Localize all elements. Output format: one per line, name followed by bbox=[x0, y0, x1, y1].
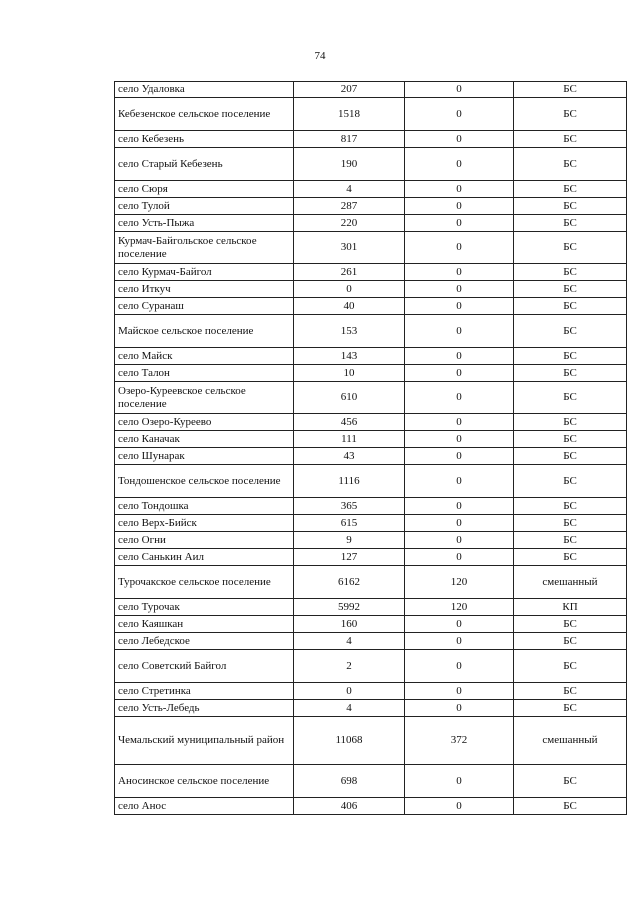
value-cell-2: 0 bbox=[405, 365, 514, 382]
table-row bbox=[115, 131, 627, 148]
value-cell-1: 4 bbox=[294, 633, 405, 650]
value-cell-2: 0 bbox=[405, 798, 514, 815]
settlement-name-cell: село Майск bbox=[115, 348, 294, 365]
value-cell-2: 0 bbox=[405, 431, 514, 448]
settlement-name-cell: село Турочак bbox=[115, 599, 294, 616]
settlement-name-cell: село Суранаш bbox=[115, 298, 294, 315]
value-cell-2: 0 bbox=[405, 98, 514, 131]
type-cell: БС bbox=[514, 650, 627, 683]
settlement-name-cell: село Сюря bbox=[115, 181, 294, 198]
value-cell-1: 9 bbox=[294, 532, 405, 549]
value-cell-1: 11068 bbox=[294, 717, 405, 765]
table-row bbox=[115, 798, 627, 815]
table-row bbox=[115, 281, 627, 298]
type-cell: БС bbox=[514, 515, 627, 532]
settlement-name-cell: село Тулой bbox=[115, 198, 294, 215]
type-cell: БС bbox=[514, 633, 627, 650]
type-cell: БС bbox=[514, 315, 627, 348]
value-cell-2: 0 bbox=[405, 198, 514, 215]
type-cell: БС bbox=[514, 549, 627, 566]
value-cell-2: 0 bbox=[405, 414, 514, 431]
value-cell-2: 0 bbox=[405, 549, 514, 566]
settlement-name-cell: село Шунарак bbox=[115, 448, 294, 465]
value-cell-1: 40 bbox=[294, 298, 405, 315]
type-cell: БС bbox=[514, 616, 627, 633]
type-cell: БС bbox=[514, 765, 627, 798]
table-row bbox=[115, 650, 627, 683]
value-cell-2: 0 bbox=[405, 148, 514, 181]
settlement-name-cell: село Советский Байгол bbox=[115, 650, 294, 683]
value-cell-1: 4 bbox=[294, 181, 405, 198]
type-cell: БС bbox=[514, 448, 627, 465]
value-cell-1: 610 bbox=[294, 382, 405, 414]
type-cell: БС bbox=[514, 98, 627, 131]
settlement-name-cell: село Усть-Лебедь bbox=[115, 700, 294, 717]
table-row bbox=[115, 348, 627, 365]
table-row bbox=[115, 98, 627, 131]
table-row bbox=[115, 148, 627, 181]
table-row bbox=[115, 382, 627, 414]
settlement-name-cell: село Лебедское bbox=[115, 633, 294, 650]
value-cell-1: 143 bbox=[294, 348, 405, 365]
table-row bbox=[115, 765, 627, 798]
settlement-name-cell: село Курмач-Байгол bbox=[115, 264, 294, 281]
value-cell-1: 6162 bbox=[294, 566, 405, 599]
value-cell-1: 301 bbox=[294, 232, 405, 264]
table-row bbox=[115, 532, 627, 549]
value-cell-2: 0 bbox=[405, 298, 514, 315]
settlement-name-cell: Аносинское сельское поселение bbox=[115, 765, 294, 798]
table-row bbox=[115, 215, 627, 232]
type-cell: БС bbox=[514, 82, 627, 98]
table-row bbox=[115, 414, 627, 431]
table-row bbox=[115, 616, 627, 633]
table-row bbox=[115, 298, 627, 315]
value-cell-1: 261 bbox=[294, 264, 405, 281]
type-cell: БС bbox=[514, 215, 627, 232]
type-cell: смешанный bbox=[514, 717, 627, 765]
value-cell-1: 111 bbox=[294, 431, 405, 448]
table-row bbox=[115, 232, 627, 264]
value-cell-2: 0 bbox=[405, 616, 514, 633]
type-cell: БС bbox=[514, 148, 627, 181]
value-cell-2: 0 bbox=[405, 498, 514, 515]
table-row bbox=[115, 465, 627, 498]
settlement-name-cell: село Анос bbox=[115, 798, 294, 815]
value-cell-2: 0 bbox=[405, 382, 514, 414]
value-cell-1: 190 bbox=[294, 148, 405, 181]
value-cell-2: 0 bbox=[405, 281, 514, 298]
settlement-name-cell: Курмач-Байгольское сельское поселение bbox=[115, 232, 294, 264]
value-cell-2: 0 bbox=[405, 215, 514, 232]
value-cell-1: 153 bbox=[294, 315, 405, 348]
type-cell: БС bbox=[514, 498, 627, 515]
value-cell-1: 5992 bbox=[294, 599, 405, 616]
type-cell: БС bbox=[514, 532, 627, 549]
settlement-name-cell: село Озеро-Куреево bbox=[115, 414, 294, 431]
value-cell-1: 4 bbox=[294, 700, 405, 717]
value-cell-1: 160 bbox=[294, 616, 405, 633]
value-cell-1: 615 bbox=[294, 515, 405, 532]
value-cell-2: 0 bbox=[405, 315, 514, 348]
value-cell-2: 0 bbox=[405, 348, 514, 365]
value-cell-1: 2 bbox=[294, 650, 405, 683]
value-cell-1: 1518 bbox=[294, 98, 405, 131]
value-cell-1: 406 bbox=[294, 798, 405, 815]
value-cell-1: 220 bbox=[294, 215, 405, 232]
table-row bbox=[115, 82, 627, 98]
settlement-name-cell: село Каяшкан bbox=[115, 616, 294, 633]
table-row bbox=[115, 498, 627, 515]
value-cell-2: 0 bbox=[405, 232, 514, 264]
value-cell-2: 120 bbox=[405, 599, 514, 616]
settlement-name-cell: село Старый Кебезень bbox=[115, 148, 294, 181]
type-cell: КП bbox=[514, 599, 627, 616]
table-row bbox=[115, 700, 627, 717]
value-cell-1: 0 bbox=[294, 281, 405, 298]
table-row bbox=[115, 599, 627, 616]
type-cell: БС bbox=[514, 414, 627, 431]
value-cell-2: 372 bbox=[405, 717, 514, 765]
settlement-name-cell: село Иткуч bbox=[115, 281, 294, 298]
value-cell-1: 0 bbox=[294, 683, 405, 700]
value-cell-2: 0 bbox=[405, 465, 514, 498]
value-cell-1: 287 bbox=[294, 198, 405, 215]
value-cell-2: 0 bbox=[405, 448, 514, 465]
value-cell-2: 0 bbox=[405, 131, 514, 148]
table-row bbox=[115, 315, 627, 348]
value-cell-1: 43 bbox=[294, 448, 405, 465]
type-cell: БС bbox=[514, 281, 627, 298]
value-cell-2: 0 bbox=[405, 264, 514, 281]
value-cell-2: 0 bbox=[405, 683, 514, 700]
settlement-name-cell: село Тондошка bbox=[115, 498, 294, 515]
value-cell-2: 0 bbox=[405, 765, 514, 798]
value-cell-2: 120 bbox=[405, 566, 514, 599]
value-cell-2: 0 bbox=[405, 532, 514, 549]
type-cell: БС bbox=[514, 431, 627, 448]
value-cell-2: 0 bbox=[405, 181, 514, 198]
table-row bbox=[115, 365, 627, 382]
value-cell-2: 0 bbox=[405, 82, 514, 98]
value-cell-1: 207 bbox=[294, 82, 405, 98]
settlement-name-cell: село Удаловка bbox=[115, 82, 294, 98]
type-cell: БС bbox=[514, 131, 627, 148]
type-cell: БС bbox=[514, 382, 627, 414]
value-cell-1: 698 bbox=[294, 765, 405, 798]
type-cell: БС bbox=[514, 798, 627, 815]
settlement-name-cell: село Талон bbox=[115, 365, 294, 382]
value-cell-1: 127 bbox=[294, 549, 405, 566]
type-cell: БС bbox=[514, 298, 627, 315]
settlement-name-cell: Турочакское сельское поселение bbox=[115, 566, 294, 599]
table-row bbox=[115, 431, 627, 448]
type-cell: БС bbox=[514, 683, 627, 700]
settlements-table bbox=[114, 81, 627, 815]
type-cell: БС bbox=[514, 264, 627, 281]
table-row bbox=[115, 566, 627, 599]
settlement-name-cell: село Стретинка bbox=[115, 683, 294, 700]
value-cell-2: 0 bbox=[405, 515, 514, 532]
settlement-name-cell: Озеро-Куреевское сельское поселение bbox=[115, 382, 294, 414]
settlement-name-cell: Тондошенское сельское поселение bbox=[115, 465, 294, 498]
table-row bbox=[115, 448, 627, 465]
value-cell-1: 1116 bbox=[294, 465, 405, 498]
settlement-name-cell: село Усть-Пыжа bbox=[115, 215, 294, 232]
table-row bbox=[115, 198, 627, 215]
type-cell: БС bbox=[514, 700, 627, 717]
table-row bbox=[115, 549, 627, 566]
value-cell-1: 817 bbox=[294, 131, 405, 148]
settlement-name-cell: село Каначак bbox=[115, 431, 294, 448]
type-cell: смешанный bbox=[514, 566, 627, 599]
table-row bbox=[115, 264, 627, 281]
settlement-name-cell: село Верх-Бийск bbox=[115, 515, 294, 532]
type-cell: БС bbox=[514, 365, 627, 382]
value-cell-1: 10 bbox=[294, 365, 405, 382]
value-cell-2: 0 bbox=[405, 650, 514, 683]
table-row bbox=[115, 633, 627, 650]
value-cell-1: 365 bbox=[294, 498, 405, 515]
settlement-name-cell: село Огни bbox=[115, 532, 294, 549]
type-cell: БС bbox=[514, 232, 627, 264]
settlement-name-cell: Майское сельское поселение bbox=[115, 315, 294, 348]
page-number: 74 bbox=[314, 50, 326, 62]
settlement-name-cell: село Санькин Аил bbox=[115, 549, 294, 566]
table-row bbox=[115, 181, 627, 198]
table-row bbox=[115, 717, 627, 765]
table-row bbox=[115, 683, 627, 700]
settlement-name-cell: село Кебезень bbox=[115, 131, 294, 148]
value-cell-1: 456 bbox=[294, 414, 405, 431]
table-body bbox=[115, 82, 627, 815]
settlement-name-cell: Кебезенское сельское поселение bbox=[115, 98, 294, 131]
type-cell: БС bbox=[514, 198, 627, 215]
settlement-name-cell: Чемальский муниципальный район bbox=[115, 717, 294, 765]
table-row bbox=[115, 515, 627, 532]
type-cell: БС bbox=[514, 181, 627, 198]
type-cell: БС bbox=[514, 348, 627, 365]
type-cell: БС bbox=[514, 465, 627, 498]
value-cell-2: 0 bbox=[405, 633, 514, 650]
value-cell-2: 0 bbox=[405, 700, 514, 717]
